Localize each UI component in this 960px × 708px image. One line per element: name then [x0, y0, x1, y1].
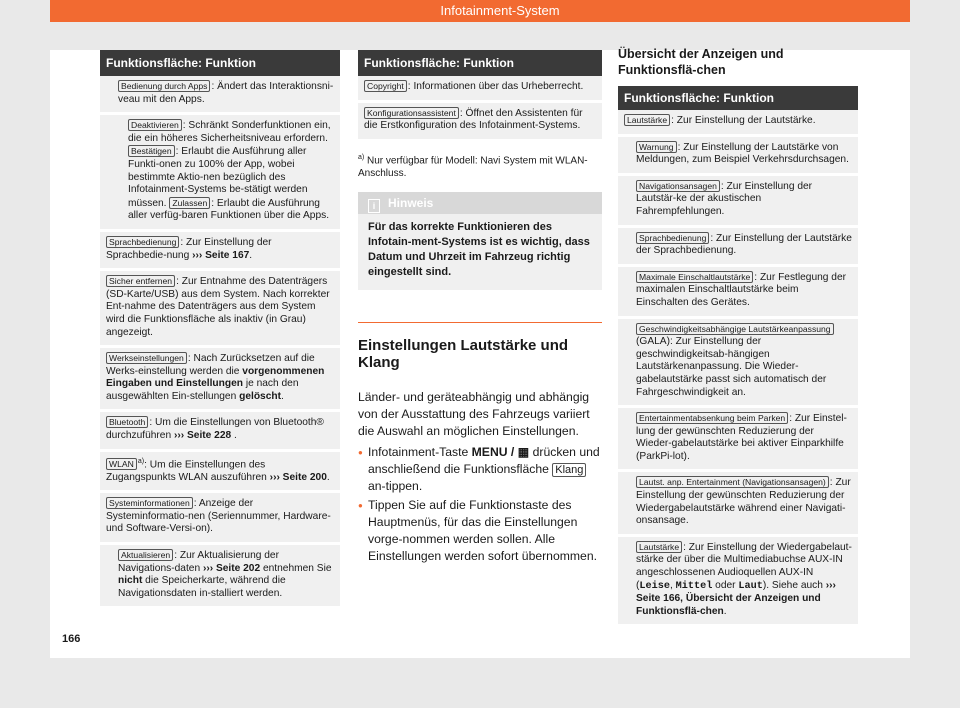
chapter-title: Infotainment-System	[440, 3, 560, 18]
table-row: Sicher entfernen : Zur Entnahme des Datenträgers (SD-Karte/USB) aus dem System. Nach korrekter Ent-nahme des Datenträgers aus dem System wird die Funktionsfläche als inaktiv (in Grau) angezeigt.	[100, 271, 340, 348]
table-header: Funktionsfläche: Funktion	[618, 86, 858, 110]
table-row: Werkseinstellungen : Nach Zurücksetzen auf die Werks-einstellung werden die vorgenommenen Eingaben und Einstellungen je nach den ausgewählten Ein-stellungen gelöscht.	[100, 348, 340, 412]
table-row: Copyright : Informationen über das Urheberrecht.	[358, 76, 602, 103]
page-ref: ››› Seite 202	[202, 562, 261, 574]
page-number: 166	[62, 633, 81, 645]
function-key: Deaktivieren	[128, 119, 182, 131]
function-key: Konfigurationsassistent	[364, 107, 459, 119]
function-key: Bedienung durch Apps	[118, 80, 210, 92]
function-key: Bestätigen	[128, 145, 175, 157]
table-row: Sprachbedienung : Zur Einstellung der Sprachbedie-nung ››› Seite 167.	[100, 232, 340, 271]
table-row: Bedienung durch Apps : Ändert das Interaktionsni-veau mit den Apps.	[100, 76, 340, 115]
function-key: Lautstärke	[624, 114, 670, 126]
function-key: Sicher entfernen	[106, 275, 175, 287]
function-key: Sprachbedienung	[636, 232, 709, 244]
intro-paragraph: Länder- und geräteabhängig und abhängig von der Ausstattung des Fahrzeugs variiert die Auswahl an möglichen Einstellungen.	[358, 390, 590, 439]
chapter-banner	[50, 0, 910, 22]
page-ref: ››› Seite 228	[173, 430, 232, 442]
page-ref: ››› Seite 166, Übersicht der Anzeigen und Funktionsflä-chen	[636, 579, 836, 617]
function-key: Copyright	[364, 80, 407, 92]
table-row: Warnung : Zur Einstellung der Lautstärke von Meldungen, zum Beispiel Verkehrsdurchsagen.	[618, 137, 858, 176]
table-header: Funktionsfläche: Funktion	[358, 50, 602, 76]
table-row: Lautstärke : Zur Einstellung der Lautstärke.	[618, 110, 858, 137]
column-3	[618, 47, 858, 627]
info-icon: i	[368, 199, 380, 213]
function-key: Lautstärke	[636, 541, 682, 553]
bullet-item: ● Tippen Sie auf die Funktionstaste des Hauptmenüs, für das die Einstellungen vorge-nommen werden sollen. Alle Einstellungen werden sofort übernommen.	[358, 497, 602, 565]
function-key: Warnung	[636, 141, 677, 153]
table-row: Geschwindigkeitsabhängige Lautstärkeanpassung(GALA): Zur Einstellung der geschwindigkeitsab-hängigen Lautstärkenanpassung. Die Wieder-gabelautstärke passt sich automatisch der Fahrgeschwindigkeit an.	[618, 319, 858, 409]
function-key: Maximale Einschaltlautstärke	[636, 271, 753, 283]
subsection-title: Übersicht der Anzeigen und Funktionsflä-chen	[618, 47, 784, 77]
function-key: Systeminformationen	[106, 497, 193, 509]
table-row: Lautst. anp. Entertainment (Navigationsansagen) : Zur Einstellung der gewünschten Reduzierung der Wiedergabelautstärke während einer Navigati-onsansage.	[618, 472, 858, 536]
function-key: Werkseinstellungen	[106, 352, 187, 364]
function-key: Navigationsansagen	[636, 180, 720, 192]
table-row: WLAN $^{a)}$: Um die Einstellungen des Zugangspunkts WLAN auszuführen ››› Seite 200.	[100, 452, 340, 494]
table-row: Deaktivieren : Schränkt Sonderfunktionen ein, die ein höheres Sicherheitsniveau erfordern. Bestätigen : Erlaubt die Ausführung aller Funkti-onen zu 100% der App, wobei bestimmte Aktio-nen bezüglich des Infotainment-Systems be-stätigt werden müssen. Zulassen : Erlaubt die Ausführung aller verfüg-baren Funktionen über die Apps.	[100, 115, 340, 232]
note-box	[358, 192, 602, 290]
table-row: Sprachbedienung : Zur Einstellung der Lautstärke der Sprachbedienung.	[618, 228, 858, 267]
column-1	[100, 50, 340, 609]
table-row: Systeminformationen : Anzeige der Systeminformatio-nen (Seriennummer, Hardware- und Software-Versi-on).	[100, 493, 340, 545]
function-key: Aktualisieren	[118, 549, 173, 561]
function-key: Sprachbedienung	[106, 236, 179, 248]
table-row: Navigationsansagen : Zur Einstellung der Lautstär-ke der akustischen Fahrempfehlungen.	[618, 176, 858, 228]
function-key: WLAN	[106, 458, 137, 470]
bullet-item: ● Infotainment-Taste MENU / ▦ drücken und anschließend die Funktionsfläche Klang an-tippen.	[358, 444, 602, 495]
table-row: Aktualisieren : Zur Aktualisierung der Navigations-daten ››› Seite 202 entnehmen Sie nicht die Speicherkarte, während die Navigationsdaten in-stalliert werden.	[100, 545, 340, 609]
function-key: Bluetooth	[106, 416, 148, 428]
page-ref: ››› Seite 167	[192, 249, 250, 261]
note-header: i Hinweis	[358, 192, 602, 214]
table-row: Bluetooth : Um die Einstellungen von Bluetooth® durchzuführen ››› Seite 228 .	[100, 412, 340, 451]
table-row: Konfigurationsassistent : Öffnet den Assistenten für die Erstkonfiguration des Infotainment-Systems.	[358, 103, 602, 142]
function-key: Zulassen	[169, 197, 210, 209]
note-body: Für das korrekte Funktionieren des Infotain-ment-Systems ist es wichtig, dass Datum und Uhrzeit im Fahrzeug richtig eingestellt sind.	[368, 221, 590, 279]
footnote: $^{a)}$ Nur verfügbar für Modell: Navi System mit WLAN-Anschluss.	[358, 153, 588, 179]
table-row: Maximale Einschaltlautstärke : Zur Festlegung der maximalen Einschaltlautstärke beim Einschalten des Gerätes.	[618, 267, 858, 319]
function-key: Klang	[552, 463, 586, 477]
table-row: Entertainmentabsenkung beim Parken : Zur Einstel-lung der gewünschten Reduzierung der Wieder-gabelautstärke bei aktiver Einparkhilfe (ParkPi-lot).	[618, 408, 858, 472]
footnote-mark: a)	[137, 457, 145, 465]
section-title: Einstellungen Lautstärke und Klang	[358, 322, 602, 371]
function-key: Entertainmentabsenkung beim Parken	[636, 412, 788, 424]
table-header: Funktionsfläche: Funktion	[100, 50, 340, 76]
table-row: Lautstärke : Zur Einstellung der Wiedergabelaut-stärke der über die Multimediabuchse AUX-IN angeschlossenen Audioquellen AUX-IN (Leise, Mittel oder Laut). Siehe auch ››› Seite 166, Übersicht der Anzeigen und Funktionsflä-chen.	[618, 537, 858, 628]
function-key: Geschwindigkeitsabhängige Lautstärkeanpassung	[636, 323, 834, 335]
page-ref: ››› Seite 200	[269, 471, 327, 483]
function-key: Lautst. anp. Entertainment (Navigationsansagen)	[636, 476, 829, 488]
menu-key: MENU / ▦	[471, 445, 530, 460]
column-2	[358, 50, 602, 565]
